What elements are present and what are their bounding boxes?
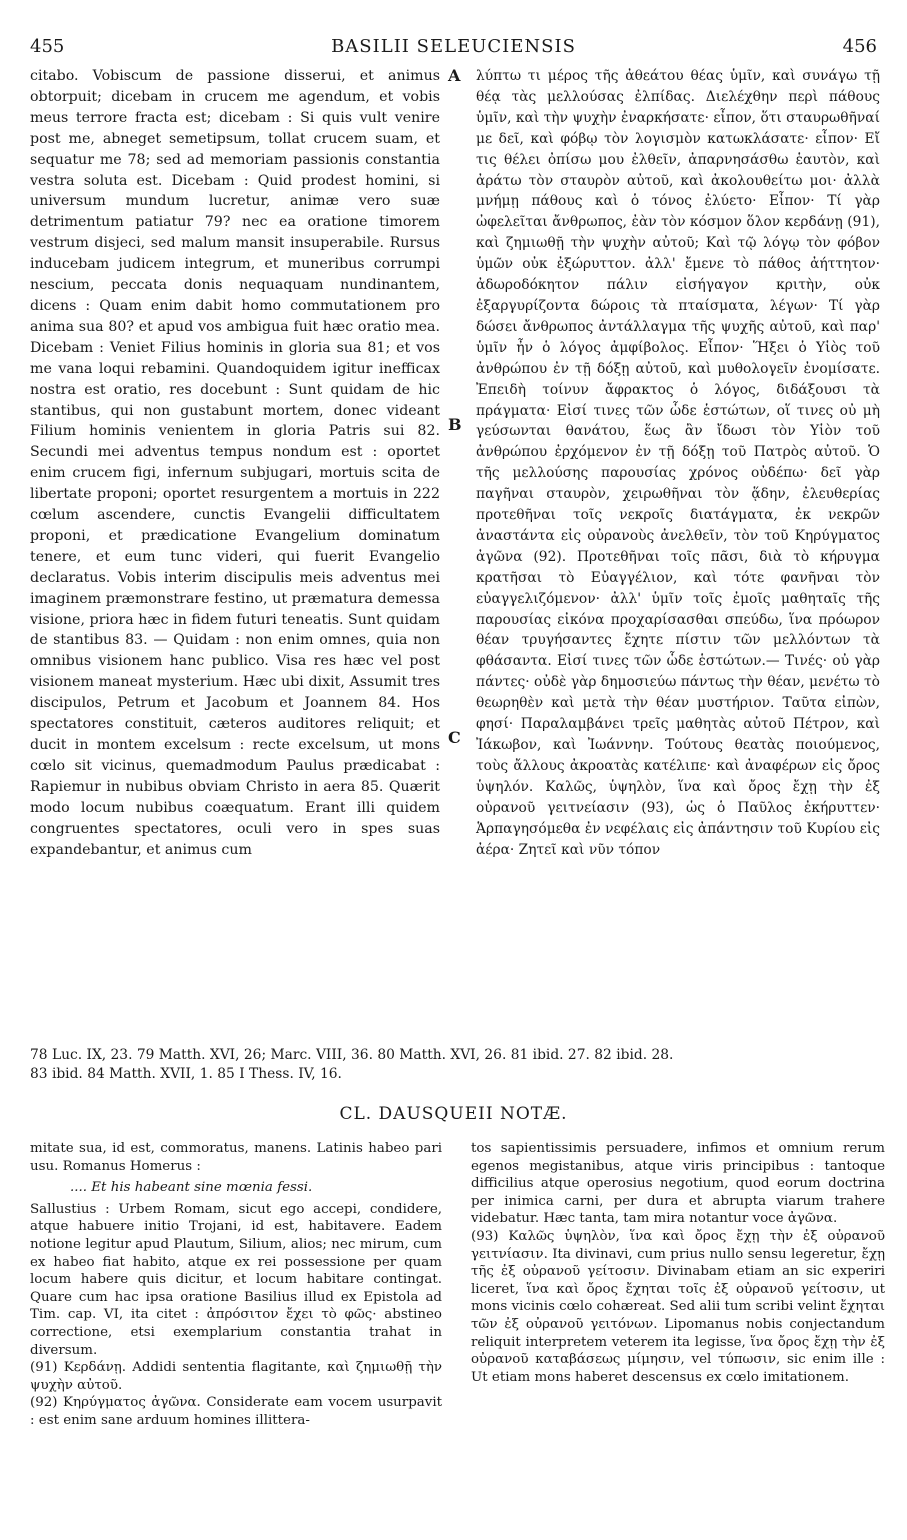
notes-column-left — [30, 1140, 442, 1430]
footnote-line: 83 ibid. 84 Matth. XVII, 1. 85 I Thess. IV, 16. — [30, 1066, 342, 1082]
note-paragraph: (93) Καλῶς ὑψηλὸν, ἵνα καὶ ὄρος ἔχῃ τὴν ἐξ οὐρανοῦ γειτνίασιν. Ita divinavi, cum prius nullo sensu legeretur, ἔχῃ τῆς ἐξ οὐρανοῦ γείτοσιν. Divinabam etiam an sic experiri liceret, ἵνα καὶ ὄρος ἔχηται τοῖς ἐξ οὐρανοῦ γείτοσιν, ut mons vicinis cœlo cohæreat. Sed alii tum scribi velint ἔχηται τῶν ἐξ οὐρανοῦ γειτόνων. Lipomanus nobis conjectandum reliquit interpretem veterem ita legisse, ἵνα ὄρος ἔχῃ τὴν ἐξ οὐρανοῦ καταβάσεως μίμησιν, vel τύπωσιν, sic enim ille : Ut etiam mons haberet descensus ex cœlo imitationem. — [471, 1228, 885, 1385]
running-title: BASILII SELEUCIENSIS — [331, 36, 576, 57]
latin-text: citabo. Vobiscum de passione disserui, et animus obtorpuit; dicebam in crucem me agendum, et vobis meus terrore fracta est; dicebam : Si quis vult venire post me, abneget semetipsum, tollat crucem suam, et sequatur me 78; sed ad memoriam passionis constantia vestra soluta est. Dicebam : Quid prodest homini, si universum mundum lucretur, animæ vero suæ detrimentum patiatur 79? nec ea oratione timorem vestrum disjeci, sed malum mansit insuperabile. Rursus inducebam judicem integrum, et muneribus corrumpi nescium, peccata donis nequaquam nundinantem, dicens : Quam enim dabit homo commutationem pro anima sua 80? et apud vos ambigua fuit hæc oratio mea. Dicebam : Veniet Filius hominis in gloria sua 81; et vos me vana loqui rebamini. Quandoquidem igitur inefficax nostra est oratio, res docebunt : Sunt quidam de hic stantibus, qui non gustabunt mortem, donec videant Filium hominis venientem in gloria Patris sui 82. Secundi mei adventus tempus nondum est : oportet enim crucem figi, infernum subjugari, mortuis scita de libertate proponi; oportet resurgentem a mortuis in 222 cœlum ascendere, cunctis Evangelii difficultatem proponi, et prædicatione Evangelium dominatum tenere, et eum tunc videri, qui fuerit Evangelio declaratus. Vobis interim discipulis meis adventus mei imaginem præmonstrare festino, ut præmatura demessa visione, priora hæc in fidem futuri teneatis. Sunt quidam de stantibus 83. — Quidam : non enim omnes, quia non omnibus visionem hanc publico. Visa res hæc vel post visionem maneat mysterium. Hæc ubi dixit, Assumit tres discipulos, Petrum et Jacobum et Joannem 84. Hos spectatores constituit, cæteros auditores reliquit; et ducit in montem excelsum : recte excelsum, ut mons cœlo sit vicinus, quemadmodum Paulus prædicabat : Rapiemur in nubibus obviam Christo in aera 85. Quærit modo locum nubibus coæquatum. Erant illi quidem congruentes spectatores, oculi vero in spes suas expandebantur, et animus cum — [30, 68, 440, 858]
margin-letter-b: B — [448, 415, 462, 434]
page-number-left: 455 — [30, 36, 65, 57]
note-paragraph: mitate sua, id est, commoratus, manens. Latinis habeo pari usu. Romanus Homerus : — [30, 1141, 442, 1174]
running-header — [30, 36, 877, 64]
greek-column — [476, 66, 880, 860]
greek-text: λύπτω τι μέρος τῆς ἀθεάτου θέας ὑμῖν, καὶ συνάγω τῇ θέᾳ τὰς μελλούσας ἐλπίδας. Διελέχθην περὶ πάθους ὑμῖν, καὶ τὴν ψυχὴν ἐναρκήσατε· εἶπον, ὅτι σταυρωθῆναί με δεῖ, καὶ φόβῳ τὸν λογισμὸν κατωκλάσατε· εἶπον· Εἴ τις θέλει ὀπίσω μου ἐλθεῖν, ἀπαρνησάσθω ἑαυτὸν, καὶ ἀράτω τὸν σταυρὸν αὐτοῦ, καὶ ἀκολουθείτω μοι· ἀλλὰ μνήμῃ πάθους καὶ ὁ τόνος ἐλύετο· Εἶπον· Τί γὰρ ὠφελεῖται ἄνθρωπος, ἐὰν τὸν κόσμον ὅλον κερδάνῃ (91), καὶ ζημιωθῇ τὴν ψυχὴν αὐτοῦ; Καὶ τῷ λόγῳ τὸν φόβον ὑμῶν οὐκ ἐξώρυττον. ἀλλ' ἔμενε τὸ πάθος ἀήττητον· ἀδωροδόκητον πάλιν εἰσήγαγον κριτὴν, οὐκ ἐξαργυρίζοντα δώροις τὰ πταίσματα, λέγων· Τί γὰρ δώσει ἄνθρωπος ἀντάλλαγμα τῆς ψυχῆς αὐτοῦ, καὶ παρ' ὑμῖν ἦν ὁ λόγος ἀμφίβολος. Εἶπον· Ἥξει ὁ Υἱὸς τοῦ ἀνθρώπου ἐν τῇ δόξῃ αὐτοῦ, καὶ μυθολογεῖν ἐνομίσατε. Ἐπειδὴ τοίνυν ἄφρακτος ὁ λόγος, διδάξουσι τὰ πράγματα· Εἰσί τινες τῶν ὧδε ἑστώτων, οἵ τινες οὐ μὴ γεύσωνται θανάτου, ἕως ἂν ἴδωσι τὸν Υἱὸν τοῦ ἀνθρώπου ἐρχόμενον ἐν τῇ δόξῃ τοῦ Πατρὸς αὐτοῦ. Ὁ τῆς μελλούσης παρουσίας χρόνος οὐδέπω· δεῖ γὰρ παγῆναι σταυρὸν, χειρωθῆναι τὸν ᾅδην, ἐλευθερίας προτεθῆναι τοῖς νεκροῖς διατάγματα, ἐκ νεκρῶν ἀναστάντα εἰς οὐρανοὺς ἀνελθεῖν, τὸν τοῦ Κηρύγματος ἀγῶνα (92). Προτεθῆναι τοῖς πᾶσι, διὰ τὸ κήρυγμα κρατῆσαι τὸ Εὐαγγέλιον, καὶ τότε φανῆναι τὸν εὐαγγελιζόμενον· ἀλλ' ὑμῖν τοῖς ἐμοῖς μαθηταῖς τῆς παρουσίας εἰκόνα προχαρίσασθαι σπεύδω, ἵνα πρόωρον θέαν τρυγήσαντες ἔχητε πίστιν τῶν μελλόντων τὰ φθάσαντα. Εἰσί τινες τῶν ὧδε ἑστώτων.— Τινές· οὐ γὰρ πάντες· οὐδὲ γὰρ δημοσιεύω πάντως τὴν θέαν, μενέτω τὸ θεωρηθὲν καὶ μετὰ τὴν θέαν μυστήριον. Ταῦτα εἰπὼν, φησί· Παραλαμβάνει τρεῖς μαθητὰς αὐτοῦ Πέτρον, καὶ Ἰάκωβον, καὶ Ἰωάννην. Τούτους θεατὰς ποιούμενος, τοὺς ἄλλους ἀκροατὰς κατέλιπε· καὶ ἀναφέρων εἰς ὄρος ὑψηλόν. Καλῶς, ὑψηλὸν, ἵνα καὶ ὄρος ἔχῃ τὴν ἐξ οὐρανοῦ γειτνείασιν (93), ὡς ὁ Παῦλος ἐκήρυττεν· Ἁρπαγησόμεθα ἐν νεφέλαις εἰς ἀπάντησιν τοῦ Κυρίου εἰς ἀέρα· Ζητεῖ καὶ νῦν τόπον — [476, 68, 880, 858]
note-paragraph: (91) Κερδάνῃ. Addidi sententia flagitante, καὶ ζημιωθῇ τὴν ψυχὴν αὐτοῦ. — [30, 1360, 442, 1393]
notes-column-right — [471, 1140, 885, 1386]
page-number-right: 456 — [842, 36, 877, 57]
note-paragraph: Sallustius : Urbem Romam, sicut ego accepi, condidere, atque habuere initio Trojani, id est, habitavere. Eadem notione legitur apud Plautum, Silium, alios; nec mirum, cum ex habeo fiat habito, atque ex rei possessione per quam locum habere quis dicitur, et locum habitare contingat. Quare cum hac ipsa oratione Basilius illud ex Epistola ad Tim. cap. VI, ita citet : ἀπρόσιτον ἔχει τὸ φῶς· abstineo correctione, etsi exemplarium constantia trahat in diversum. — [30, 1201, 442, 1358]
note-paragraph: (92) Κηρύγματος ἀγῶνα. Considerate eam vocem usurpavit : est enim sane arduum homines illittera- — [30, 1395, 442, 1428]
note-paragraph: tos sapientissimis persuadere, infimos et omnium rerum egenos megistanibus, atque viris principibus : tantoque difficilius atque operosius negotium, quod eorum doctrina per inimica carni, per dura et abrupta viarum trahere videbatur. Hæc tanta, tam mira notantur voce ἀγῶνα. — [471, 1141, 885, 1227]
margin-letter-c: C — [448, 728, 461, 747]
latin-column — [30, 66, 440, 860]
note-quotation: .... Et his habeant sine mœnia fessi. — [70, 1180, 313, 1196]
footnote-line: 78 Luc. IX, 23. 79 Matth. XVI, 26; Marc. VIII, 36. 80 Matth. XVI, 26. 81 ibid. 27. 82 ibid. 28. — [30, 1047, 674, 1063]
notes-title: CL. DAUSQUEII NOTÆ. — [339, 1104, 568, 1124]
margin-letter-a: A — [448, 66, 461, 85]
footnotes — [30, 1046, 890, 1084]
